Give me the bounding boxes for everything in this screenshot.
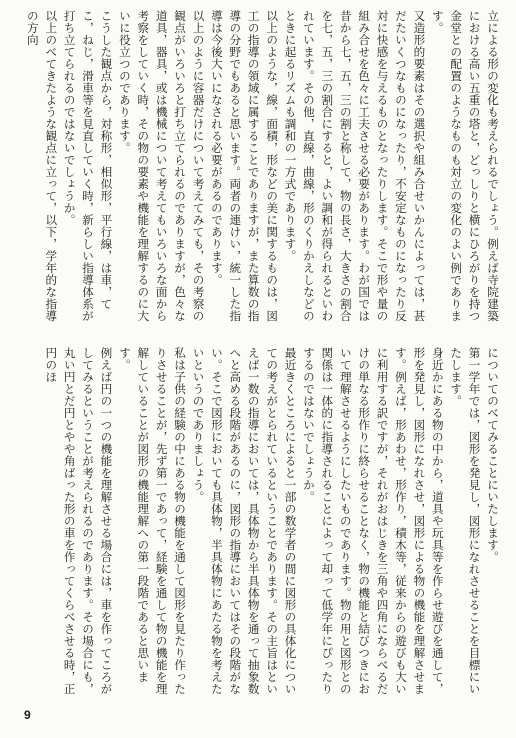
paragraph: 私は子供の経験の中にある物の機能を通して図形を見たり作ったりさせることが，先ず第一であって，経験を通して物の機能を理解していることが図形の機能理解への第一段階であると思います。 bbox=[117, 347, 188, 695]
paragraph: についてのべてみることにいたします。 bbox=[486, 347, 500, 563]
paragraph: 第一学年では，図形を発見し，図形になれさせることを目標にいたします。 bbox=[449, 347, 482, 695]
paragraph: 又造形的要素はその選択や組み合せいかんによっては，甚だたいくつなものになったり，不安定なものになったり反対に快感を与えるものとなったりします。そこで形や量の組み合せを色々に工夫させる必要があります。わが国では昔から七，五，三の割と称して，物の長さ，大きさの割合を七，五，三の割合にすると，よい調和が得られるといわれています。その他，直線，曲線，形のくりかえしなどのときに起るリズムも調和の一方式であります。 bbox=[283, 10, 427, 322]
paragraph: 身近かにある物の中から，道具や玩具等を作らせ遊びを通して，形を発見し，図形になれさせ，図形による物の機能を理解させます。例えば，形あわせ，形作り，積木等，従来からの遊びも大いに利用する訳ですが，それがおはじきを三角や四角にならべるだけの単なる形作りに終らせることなく，物の機能と結びつきにおいて理解させるようにしたいものであります。物の用と図形との関係は一体的に指導されることによって却って低学年にぴったりするのではないでしょうか。 bbox=[301, 347, 445, 695]
page-number: 9 bbox=[24, 708, 31, 722]
paragraph: こうした観点から，対称形，相似形，平行線，は車，てこ，ねじ，滑車等を見直していく時，新らしい指導体系が打ち立てられるのではないでしょうか。 bbox=[62, 10, 114, 322]
top-text-block bbox=[16, 10, 502, 322]
paragraph: 例えば円の一つの機能を理解させる場合には，車を作ってころがしてみるということが考えられるのであります。その場合にも，丸い円とだ円とやや角ばった形の車を作ってくらべさせる時，正円のほ bbox=[44, 347, 114, 695]
paragraph: 以上のように容器だけについて考えてみても，その考察の観点がいろいろと打ち立てられるのでありますが，色々な道具，器具，或は機械について考えてもいろいろな面から考察をしていく時，その物の要素や機能を理解するのに大いに役立つのであります。 bbox=[117, 10, 206, 322]
paragraph: 最近きくところによると一部の数学者の間に図形の具体化についての考えがとられているということであります。その主旨はといえば一数の指導においては，具体物から半具体物を通って抽象数へと高める段階があるのに，図形の指導においてはその段階がない。そこで図形においても具体物，半具体物にあたる物を考えたいというのでありましょう。 bbox=[191, 347, 298, 695]
paragraph: 以上のべてきたような観点に立って，以下，学年的な指導の方向 bbox=[25, 10, 59, 322]
paragraph: 以上のような，線，面積，形などの美に関するものは，図工の指導の領域に属することでありますが，また算数の指導の分野でもあると思います。両者の連けい，統一した指導は今後大いになされる必要があるのであります。 bbox=[209, 10, 280, 322]
bottom-text-block bbox=[16, 347, 502, 697]
paragraph: 立による形の変化も考えられるでしょう。例えば寺院建築における高い五重の塔と，どっしりと横にひろがりを持つ金堂との配置のようなものも対立の変化のよい例であります。 bbox=[430, 10, 500, 322]
